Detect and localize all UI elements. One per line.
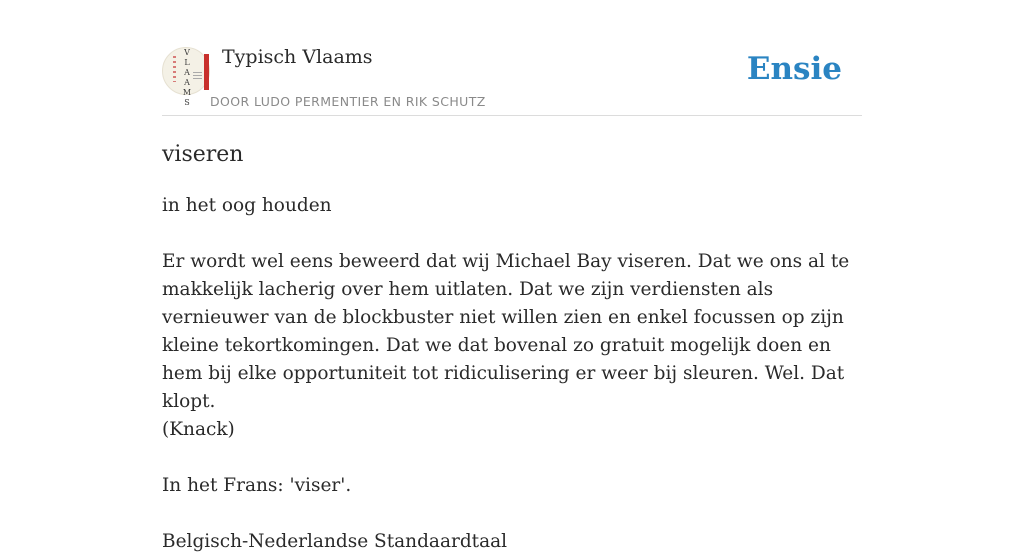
entry-french-note: In het Frans: 'viser'.	[162, 475, 352, 496]
entry-definition: in het oog houden	[162, 195, 332, 216]
entry-content	[162, 140, 862, 556]
entry-example: Er wordt wel eens beweerd dat wij Michael Bay viseren. Dat we ons al te makkelijk lacherig over hem uitlaten. Dat we zijn verdiensten als vernieuwer van de blockbuster niet willen zien en enkel focussen op zijn kleine tekortkomingen. Dat we dat bovenal zo gratuit mogelijk doen en hem bij elke opportuniteit tot ridiculisering er weer bij sleuren. Wel. Dat klopt. (Knack)	[162, 251, 850, 440]
entry-word: viseren	[162, 142, 244, 167]
brand-logo-ensie[interactable]: Ensie	[746, 51, 842, 87]
site-title[interactable]: Typisch Vlaams	[222, 46, 373, 68]
site-header	[162, 0, 862, 116]
authors-byline: DOOR LUDO PERMENTIER EN RIK SCHUTZ	[210, 94, 486, 109]
logo-letters: V L A A M S	[182, 48, 192, 107]
logo-red-strip	[204, 54, 209, 90]
logo-text-lines	[193, 72, 202, 80]
logo-decoration	[173, 56, 176, 82]
entry-category: Belgisch-Nederlandse Standaardtaal	[162, 531, 508, 552]
logo-avatar[interactable]	[162, 47, 210, 107]
